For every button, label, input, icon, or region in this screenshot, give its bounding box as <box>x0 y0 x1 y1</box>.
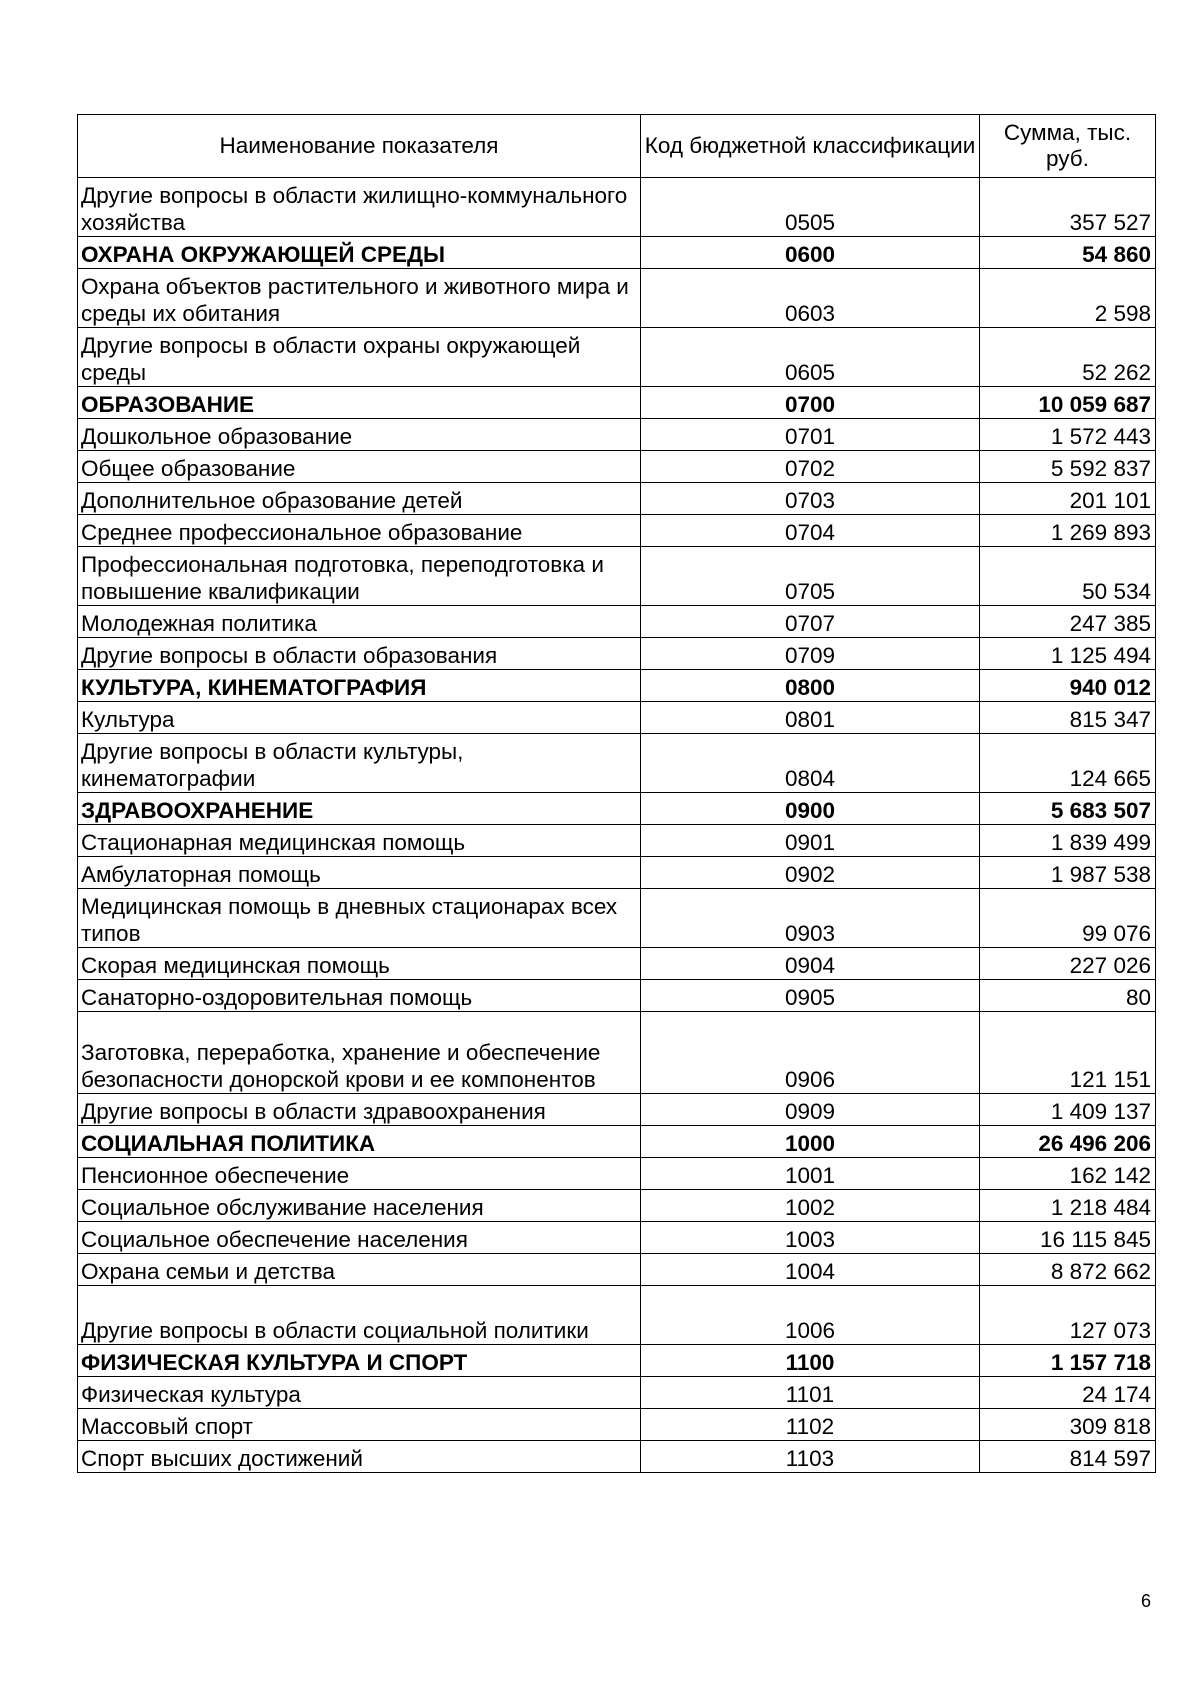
row-code: 0709 <box>641 638 980 670</box>
row-code: 0600 <box>641 237 980 269</box>
row-amount: 52 262 <box>980 328 1156 387</box>
table-row <box>78 1094 1156 1126</box>
row-code: 0900 <box>641 793 980 825</box>
row-amount: 16 115 845 <box>980 1222 1156 1254</box>
table-row <box>78 948 1156 980</box>
table-row <box>78 825 1156 857</box>
row-name: КУЛЬТУРА, КИНЕМАТОГРАФИЯ <box>78 670 641 702</box>
table-row <box>78 269 1156 328</box>
header-name: Наименование показателя <box>78 115 641 178</box>
row-amount: 1 987 538 <box>980 857 1156 889</box>
row-amount: 1 839 499 <box>980 825 1156 857</box>
row-name: Медицинская помощь в дневных стационарах всех типов <box>78 889 641 948</box>
row-code: 1002 <box>641 1190 980 1222</box>
row-name: Пенсионное обеспечение <box>78 1158 641 1190</box>
budget-table <box>77 114 1156 1473</box>
row-name: Скорая медицинская помощь <box>78 948 641 980</box>
row-code: 0909 <box>641 1094 980 1126</box>
row-name: ОБРАЗОВАНИЕ <box>78 387 641 419</box>
row-amount: 8 872 662 <box>980 1254 1156 1286</box>
row-name: Другие вопросы в области жилищно-коммунального хозяйства <box>78 178 641 237</box>
row-code: 0707 <box>641 606 980 638</box>
row-code: 1004 <box>641 1254 980 1286</box>
row-amount: 54 860 <box>980 237 1156 269</box>
row-name: Физическая культура <box>78 1377 641 1409</box>
row-name: ОХРАНА ОКРУЖАЮЩЕЙ СРЕДЫ <box>78 237 641 269</box>
row-name: Среднее профессиональное образование <box>78 515 641 547</box>
table-row <box>78 980 1156 1012</box>
row-code: 0703 <box>641 483 980 515</box>
row-code: 0702 <box>641 451 980 483</box>
row-name: Охрана объектов растительного и животного мира и среды их обитания <box>78 269 641 328</box>
row-code: 0804 <box>641 734 980 793</box>
row-name: Другие вопросы в области здравоохранения <box>78 1094 641 1126</box>
row-code: 0901 <box>641 825 980 857</box>
row-code: 1001 <box>641 1158 980 1190</box>
row-amount: 127 073 <box>980 1286 1156 1345</box>
row-amount: 124 665 <box>980 734 1156 793</box>
table-row <box>78 1409 1156 1441</box>
table-row <box>78 1222 1156 1254</box>
table-row <box>78 638 1156 670</box>
row-name: Молодежная политика <box>78 606 641 638</box>
table-row <box>78 419 1156 451</box>
table-row <box>78 1190 1156 1222</box>
row-name: Другие вопросы в области культуры, кинематографии <box>78 734 641 793</box>
section-row <box>78 793 1156 825</box>
section-row <box>78 1126 1156 1158</box>
row-amount: 10 059 687 <box>980 387 1156 419</box>
row-amount: 26 496 206 <box>980 1126 1156 1158</box>
table-row <box>78 1012 1156 1094</box>
row-code: 1102 <box>641 1409 980 1441</box>
header-amount: Сумма, тыс. руб. <box>980 115 1156 178</box>
row-code: 1000 <box>641 1126 980 1158</box>
table-row <box>78 328 1156 387</box>
row-name: ФИЗИЧЕСКАЯ КУЛЬТУРА И СПОРТ <box>78 1345 641 1377</box>
table-row <box>78 1254 1156 1286</box>
row-amount: 247 385 <box>980 606 1156 638</box>
row-name: Массовый спорт <box>78 1409 641 1441</box>
table-row <box>78 1377 1156 1409</box>
row-name: Дополнительное образование детей <box>78 483 641 515</box>
row-name: Другие вопросы в области охраны окружающей среды <box>78 328 641 387</box>
row-name: Профессиональная подготовка, переподготовка и повышение квалификации <box>78 547 641 606</box>
table-body <box>78 178 1156 1473</box>
row-code: 0704 <box>641 515 980 547</box>
table-row <box>78 889 1156 948</box>
row-name: Санаторно-оздоровительная помощь <box>78 980 641 1012</box>
row-name: Общее образование <box>78 451 641 483</box>
table-row <box>78 1441 1156 1473</box>
row-name: Другие вопросы в области социальной политики <box>78 1286 641 1345</box>
row-name: ЗДРАВООХРАНЕНИЕ <box>78 793 641 825</box>
row-code: 0603 <box>641 269 980 328</box>
row-amount: 1 269 893 <box>980 515 1156 547</box>
table-row <box>78 451 1156 483</box>
row-code: 1003 <box>641 1222 980 1254</box>
row-code: 0700 <box>641 387 980 419</box>
table-row <box>78 734 1156 793</box>
row-amount: 99 076 <box>980 889 1156 948</box>
row-amount: 50 534 <box>980 547 1156 606</box>
table-row <box>78 1158 1156 1190</box>
section-row <box>78 1345 1156 1377</box>
section-row <box>78 387 1156 419</box>
row-amount: 2 598 <box>980 269 1156 328</box>
table-header-row <box>78 115 1156 178</box>
row-name: Амбулаторная помощь <box>78 857 641 889</box>
row-code: 0705 <box>641 547 980 606</box>
section-row <box>78 237 1156 269</box>
row-code: 0505 <box>641 178 980 237</box>
row-code: 1006 <box>641 1286 980 1345</box>
row-name: Социальное обслуживание населения <box>78 1190 641 1222</box>
table-row <box>78 1286 1156 1345</box>
row-amount: 5 592 837 <box>980 451 1156 483</box>
row-amount: 815 347 <box>980 702 1156 734</box>
table-row <box>78 178 1156 237</box>
row-amount: 121 151 <box>980 1012 1156 1094</box>
table-row <box>78 515 1156 547</box>
row-amount: 1 125 494 <box>980 638 1156 670</box>
row-name: Социальное обеспечение населения <box>78 1222 641 1254</box>
row-code: 1101 <box>641 1377 980 1409</box>
row-amount: 309 818 <box>980 1409 1156 1441</box>
row-name: Стационарная медицинская помощь <box>78 825 641 857</box>
row-amount: 162 142 <box>980 1158 1156 1190</box>
row-name: Заготовка, переработка, хранение и обеспечение безопасности донорской крови и ее компонентов <box>78 1012 641 1094</box>
row-amount: 814 597 <box>980 1441 1156 1473</box>
row-code: 0905 <box>641 980 980 1012</box>
header-code: Код бюджетной классификации <box>641 115 980 178</box>
row-code: 1100 <box>641 1345 980 1377</box>
row-code: 0605 <box>641 328 980 387</box>
row-amount: 1 572 443 <box>980 419 1156 451</box>
row-code: 0904 <box>641 948 980 980</box>
row-amount: 1 157 718 <box>980 1345 1156 1377</box>
row-code: 0906 <box>641 1012 980 1094</box>
table-row <box>78 702 1156 734</box>
row-code: 0800 <box>641 670 980 702</box>
table-row <box>78 857 1156 889</box>
row-amount: 80 <box>980 980 1156 1012</box>
row-amount: 24 174 <box>980 1377 1156 1409</box>
table-row <box>78 547 1156 606</box>
row-code: 0701 <box>641 419 980 451</box>
row-name: Спорт высших достижений <box>78 1441 641 1473</box>
table-row <box>78 606 1156 638</box>
row-amount: 227 026 <box>980 948 1156 980</box>
row-name: Охрана семьи и детства <box>78 1254 641 1286</box>
row-code: 0902 <box>641 857 980 889</box>
page-number: 6 <box>1141 1591 1152 1611</box>
row-amount: 940 012 <box>980 670 1156 702</box>
section-row <box>78 670 1156 702</box>
row-amount: 5 683 507 <box>980 793 1156 825</box>
row-amount: 201 101 <box>980 483 1156 515</box>
row-amount: 357 527 <box>980 178 1156 237</box>
row-code: 0903 <box>641 889 980 948</box>
row-name: СОЦИАЛЬНАЯ ПОЛИТИКА <box>78 1126 641 1158</box>
row-name: Дошкольное образование <box>78 419 641 451</box>
row-amount: 1 409 137 <box>980 1094 1156 1126</box>
table-row <box>78 483 1156 515</box>
row-name: Другие вопросы в области образования <box>78 638 641 670</box>
row-amount: 1 218 484 <box>980 1190 1156 1222</box>
row-code: 0801 <box>641 702 980 734</box>
row-code: 1103 <box>641 1441 980 1473</box>
row-name: Культура <box>78 702 641 734</box>
